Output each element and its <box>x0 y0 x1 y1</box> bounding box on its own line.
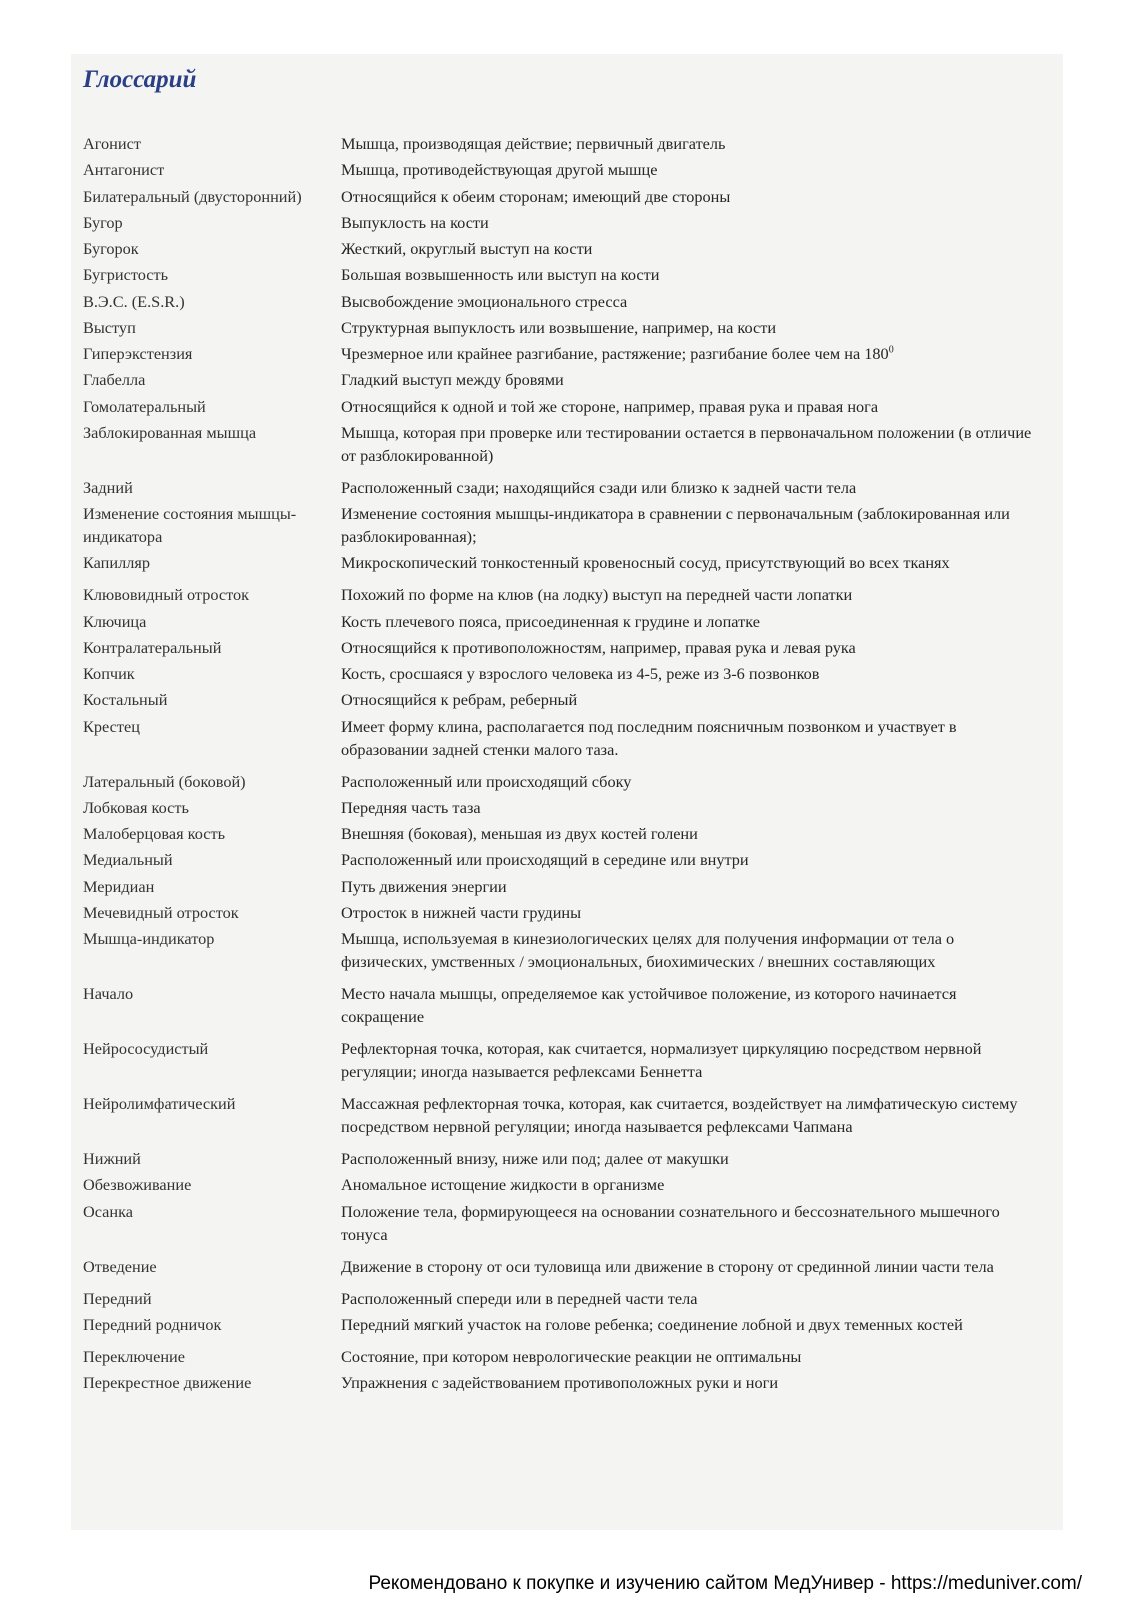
definition-text: Массажная рефлекторная точка, которая, как считается, воздействует на лимфатическую систему посредством нервной регуляции; иногда называется рефлексами Чапмана <box>341 1094 1018 1136</box>
glossary-term: Мышца-индикатор <box>83 929 215 948</box>
glossary-definition <box>341 901 1043 924</box>
glossary-definition <box>341 662 1043 685</box>
glossary-definition <box>341 1255 1043 1278</box>
glossary-definition <box>341 636 1043 659</box>
definition-text: Высвобождение эмоционального стресса <box>341 291 628 311</box>
glossary-term: В.Э.С. (E.S.R.) <box>83 291 185 311</box>
glossary-entry <box>83 342 1043 365</box>
glossary-definition <box>341 583 1043 606</box>
glossary-term: Меридиан <box>83 876 155 896</box>
glossary-entry <box>83 822 1043 845</box>
glossary-definition <box>341 982 1043 1028</box>
definition-text: Расположенный или происходящий в середине или внутри <box>341 850 749 870</box>
definition-text: Упражнения с задействованием противоположных руки и ноги <box>341 1373 779 1392</box>
page-title: Глоссарий <box>83 66 197 93</box>
glossary-entry <box>83 688 1043 711</box>
glossary-definition <box>341 1173 1043 1196</box>
definition-text: Расположенный внизу, ниже или под; далее от макушки <box>341 1149 729 1168</box>
glossary-term: Задний <box>83 477 133 497</box>
glossary-definition <box>341 237 1043 260</box>
glossary-entry <box>83 848 1043 871</box>
glossary-definition <box>341 395 1043 418</box>
definition-text: Микроскопический тонкостенный кровеносный сосуд, присутствующий во всех тканях <box>341 553 950 573</box>
glossary-term: Глабелла <box>83 370 146 390</box>
glossary-entry <box>83 1173 1043 1196</box>
glossary-entry <box>83 1371 1043 1394</box>
glossary-term: Ключица <box>83 611 147 631</box>
glossary-definition <box>341 342 1043 365</box>
glossary-definition <box>341 715 1043 761</box>
glossary-definition <box>341 1092 1043 1138</box>
glossary-term: Изменение состояния мышцы-индикатора <box>83 504 297 546</box>
definition-text: Путь движения энергии <box>341 876 507 896</box>
definition-text: Относящийся к противоположностям, например, правая рука и левая рука <box>341 637 856 657</box>
glossary-entry <box>83 662 1043 685</box>
definition-text: Мышца, производящая действие; первичный двигатель <box>341 134 726 153</box>
definition-text: Движение в сторону от оси туловища или движение в сторону от срединной линии части тела <box>341 1256 994 1276</box>
definition-text: Относящийся к ребрам, реберный <box>341 690 578 710</box>
glossary-entry <box>83 395 1043 418</box>
glossary-definition <box>341 476 1043 499</box>
glossary-entry <box>83 551 1043 574</box>
glossary-definition <box>341 421 1043 467</box>
definition-text: Большая возвышенность или выступ на кости <box>341 265 660 285</box>
glossary-term: Обезвоживание <box>83 1175 192 1195</box>
definition-text: Внешняя (боковая), меньшая из двух костей голени <box>341 824 698 843</box>
definition-text: Относящийся к одной и той же стороне, например, правая рука и правая нога <box>341 396 879 416</box>
glossary-term: Бугристость <box>83 265 169 285</box>
definition-text: Структурная выпуклость или возвышение, например, на кости <box>341 317 777 337</box>
glossary-definition <box>341 1345 1043 1368</box>
glossary-definition <box>341 770 1043 793</box>
glossary-definition <box>341 368 1043 391</box>
definition-text: Жесткий, округлый выступ на кости <box>341 239 593 258</box>
glossary-definition <box>341 796 1043 819</box>
glossary-term: Лобковая кость <box>83 797 189 817</box>
glossary-term: Нейрососудистый <box>83 1039 209 1058</box>
glossary-definition <box>341 1313 1043 1336</box>
glossary-entry <box>83 901 1043 924</box>
definition-text: Похожий по форме на клюв (на лодку) выступ на передней части лопатки <box>341 585 853 605</box>
glossary-entry <box>83 583 1043 606</box>
glossary-definition <box>341 502 1043 548</box>
glossary-entry <box>83 1287 1043 1310</box>
glossary-definition <box>341 1037 1043 1083</box>
glossary-entry <box>83 158 1043 181</box>
glossary-term: Нейролимфатический <box>83 1094 236 1113</box>
glossary-term: Передний родничок <box>83 1314 222 1334</box>
definition-text: Передний мягкий участок на голове ребенка; соединение лобной и двух теменных костей <box>341 1314 963 1334</box>
glossary-term: Заблокированная мышца <box>83 422 257 442</box>
definition-text: Расположенный спереди или в передней части тела <box>341 1288 698 1308</box>
definition-text: Кость плечевого пояса, присоединенная к грудине и лопатке <box>341 611 760 631</box>
glossary-term: Начало <box>83 984 134 1003</box>
glossary-entry <box>83 421 1043 467</box>
definition-text: Гладкий выступ между бровями <box>341 370 564 390</box>
glossary-entry <box>83 502 1043 548</box>
glossary-entry <box>83 715 1043 761</box>
definition-text: Место начала мышцы, определяемое как устойчивое положение, из которого начинается сокращение <box>341 984 957 1026</box>
glossary-definition <box>341 1147 1043 1170</box>
glossary-entry <box>83 290 1043 313</box>
glossary-term: Отведение <box>83 1256 157 1276</box>
glossary-term: Латеральный (боковой) <box>83 771 246 791</box>
glossary-entry <box>83 1092 1043 1138</box>
glossary-term: Выступ <box>83 317 136 337</box>
glossary-entry <box>83 263 1043 286</box>
glossary-term: Агонист <box>83 134 141 153</box>
definition-text: Относящийся к обеим сторонам; имеющий две стороны <box>341 186 731 206</box>
glossary-definition <box>341 1287 1043 1310</box>
glossary-entry <box>83 770 1043 793</box>
glossary-entry <box>83 476 1043 499</box>
glossary-definition <box>341 551 1043 574</box>
definition-text: Передняя часть таза <box>341 797 481 817</box>
definition-text: Мышца, используемая в кинезиологических целях для получения информации от тела о физических, умственных / эмоциональных, биохимических / внешних составляющих <box>341 929 955 971</box>
glossary-entry <box>83 875 1043 898</box>
glossary-term: Бугор <box>83 212 123 232</box>
glossary-term: Клювовидный отросток <box>83 585 250 605</box>
glossary-definition <box>341 610 1043 633</box>
glossary-entry <box>83 368 1043 391</box>
glossary-definition <box>341 185 1043 208</box>
definition-text: Кость, сросшаяся у взрослого человека из 4-5, реже из 3-6 позвонков <box>341 664 820 683</box>
glossary-definition <box>341 211 1043 234</box>
footer-note: Рекомендовано к покупке и изучению сайтом МедУнивер - https://meduniver.com/ <box>368 1573 1082 1594</box>
glossary-definition <box>341 158 1043 181</box>
glossary-term: Капилляр <box>83 553 150 573</box>
glossary-term: Антагонист <box>83 160 165 180</box>
glossary-term: Переключение <box>83 1346 185 1366</box>
definition-text: Положение тела, формирующееся на основании сознательного и бессознательного мышечного тонуса <box>341 1201 1000 1244</box>
glossary-term: Гомолатеральный <box>83 396 206 416</box>
glossary-term: Контралатеральный <box>83 637 222 657</box>
glossary-entry <box>83 185 1043 208</box>
glossary-entry <box>83 316 1043 339</box>
glossary-term: Билатеральный (двусторонний) <box>83 186 302 206</box>
glossary-term: Гиперэкстензия <box>83 344 193 363</box>
degree-superscript: 0 <box>888 344 894 356</box>
glossary-definition <box>341 822 1043 845</box>
glossary-term: Костальный <box>83 690 168 710</box>
definition-text: Чрезмерное или крайнее разгибание, растяжение; разгибание более чем на 180 <box>341 344 889 363</box>
glossary-term: Мечевидный отросток <box>83 902 239 922</box>
glossary-term: Малоберцовая кость <box>83 824 226 843</box>
glossary-entry <box>83 1255 1043 1278</box>
definition-text: Выпуклость на кости <box>341 212 489 232</box>
glossary-entry <box>83 982 1043 1028</box>
glossary-entry <box>83 636 1043 659</box>
scanned-page <box>71 54 1063 1530</box>
glossary-definition <box>341 848 1043 871</box>
glossary-entry <box>83 132 1043 155</box>
definition-text: Мышца, которая при проверке или тестировании остается в первоначальном положении (в отличие от разблокированной) <box>341 422 1032 465</box>
glossary-entry <box>83 1037 1043 1083</box>
glossary-term: Осанка <box>83 1201 134 1221</box>
glossary-term: Крестец <box>83 716 140 736</box>
glossary-definition <box>341 927 1043 973</box>
glossary-term: Нижний <box>83 1149 141 1168</box>
glossary-entry <box>83 1345 1043 1368</box>
definition-text: Рефлекторная точка, которая, как считается, нормализует циркуляцию посредством нервной регуляции; иногда называется рефлексами Беннетта <box>341 1039 982 1081</box>
glossary-entry <box>83 237 1043 260</box>
glossary-entry <box>83 1147 1043 1170</box>
glossary-entry <box>83 796 1043 819</box>
glossary-entry <box>83 1200 1043 1246</box>
definition-text: Аномальное истощение жидкости в организме <box>341 1175 665 1195</box>
glossary-entry <box>83 610 1043 633</box>
definition-text: Расположенный или происходящий сбоку <box>341 771 632 791</box>
definition-text: Расположенный сзади; находящийся сзади или близко к задней части тела <box>341 477 857 497</box>
glossary-definition <box>341 688 1043 711</box>
glossary-term: Медиальный <box>83 850 173 870</box>
glossary-term: Бугорок <box>83 239 139 258</box>
glossary-definition <box>341 875 1043 898</box>
definition-text: Состояние, при котором неврологические реакции не оптимальны <box>341 1346 802 1366</box>
glossary-term: Копчик <box>83 664 135 683</box>
glossary-entry <box>83 927 1043 973</box>
definition-text: Мышца, противодействующая другой мышце <box>341 160 658 180</box>
glossary-entry <box>83 211 1043 234</box>
glossary-definition <box>341 290 1043 313</box>
glossary-definition <box>341 1371 1043 1394</box>
glossary-term: Перекрестное движение <box>83 1373 252 1392</box>
definition-text: Изменение состояния мышцы-индикатора в сравнении с первоначальным (заблокированная или разблокированная); <box>341 504 1010 546</box>
definition-text: Имеет форму клина, располагается под последним поясничным позвонком и участвует в образовании задней стенки малого таза. <box>341 716 957 759</box>
glossary-definition <box>341 263 1043 286</box>
glossary-definition <box>341 1200 1043 1246</box>
glossary-list <box>83 132 1043 1397</box>
glossary-definition <box>341 316 1043 339</box>
glossary-term: Передний <box>83 1288 152 1308</box>
glossary-entry <box>83 1313 1043 1336</box>
definition-text: Отросток в нижней части грудины <box>341 902 582 922</box>
glossary-definition <box>341 132 1043 155</box>
